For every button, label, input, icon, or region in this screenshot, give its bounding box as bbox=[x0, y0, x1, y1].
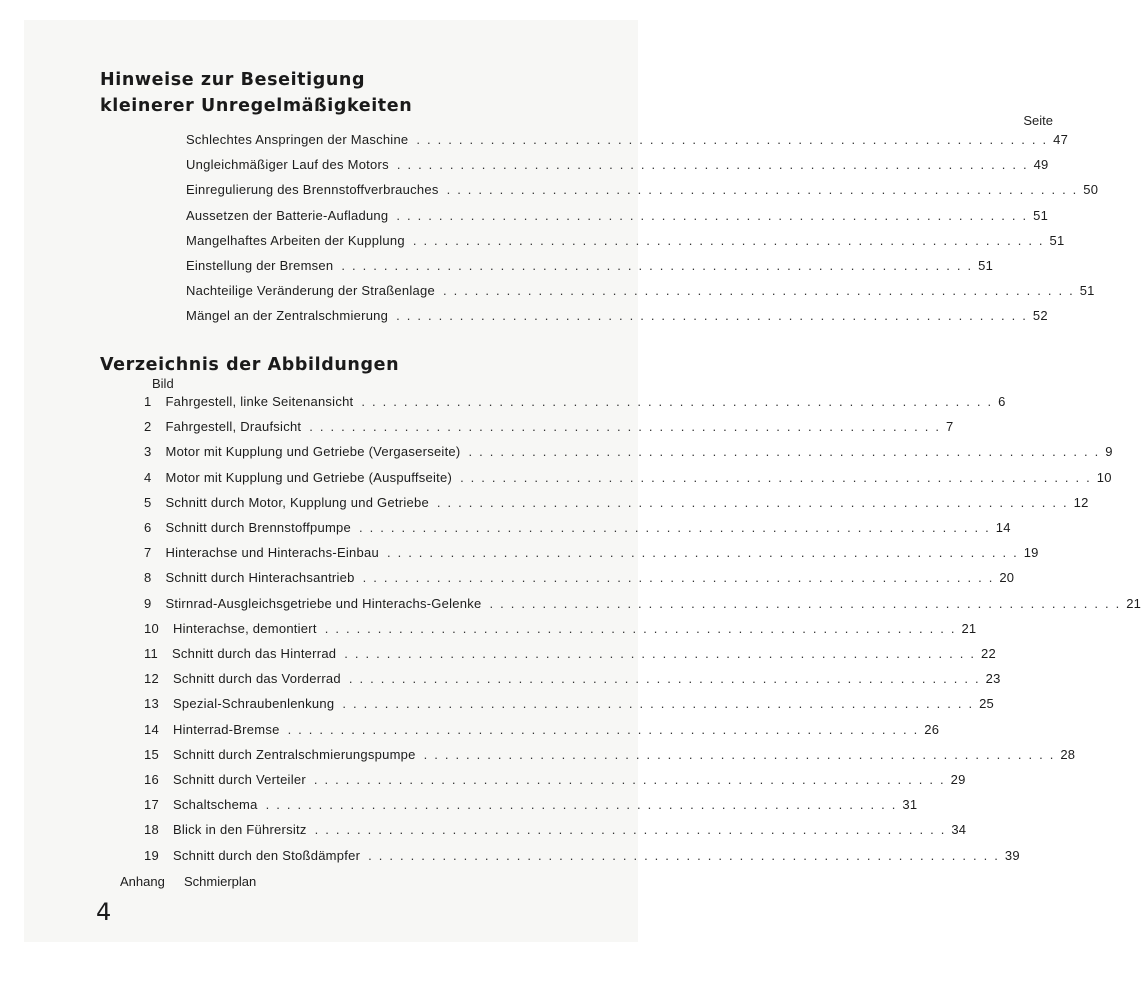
leader-dots: ............................................................ bbox=[442, 283, 1080, 299]
figure-page: 39 bbox=[1004, 847, 1020, 863]
section-title-figures: Verzeichnis der Abbildungen bbox=[100, 355, 400, 375]
leader-dots: ............................................................ bbox=[460, 469, 1097, 485]
leader-dots: ............................................................ bbox=[348, 671, 986, 687]
figure-title: Schnitt durch den Stoßdämpfer bbox=[172, 847, 361, 863]
figure-number: 14 bbox=[144, 721, 159, 737]
figure-row bbox=[144, 721, 940, 742]
leader-dots: ............................................................ bbox=[423, 746, 1061, 762]
toc-row bbox=[186, 258, 994, 278]
toc-title: Einstellung der Bremsen bbox=[186, 258, 334, 273]
toc-page: 47 bbox=[1053, 132, 1069, 147]
appendix-label: Anhang bbox=[120, 874, 165, 889]
figure-page: 29 bbox=[950, 772, 966, 787]
figure-title: Schnitt durch Brennstoffpumpe bbox=[165, 520, 351, 535]
figure-row bbox=[144, 469, 1112, 490]
figure-page: 10 bbox=[1096, 469, 1112, 485]
figure-number: 19 bbox=[144, 847, 159, 863]
toc-row bbox=[186, 207, 1049, 228]
figure-number: 8 bbox=[144, 570, 152, 586]
figure-row bbox=[144, 444, 1113, 464]
figure-number: 12 bbox=[144, 671, 159, 687]
leader-dots: ............................................................ bbox=[396, 157, 1034, 173]
section-title-hints-line1: Hinweise zur Beseitigung bbox=[100, 70, 366, 90]
figure-number: 7 bbox=[144, 545, 152, 561]
figure-number: 15 bbox=[144, 746, 159, 762]
figure-title: Motor mit Kupplung und Getriebe (Vergaserseite) bbox=[165, 444, 461, 460]
toc-page: 51 bbox=[978, 258, 994, 273]
leader-dots: ............................................................ bbox=[468, 444, 1106, 460]
leader-dots: ............................................................ bbox=[396, 207, 1034, 223]
toc-row bbox=[186, 157, 1049, 177]
leader-dots: ............................................................ bbox=[446, 182, 1084, 198]
figure-title: Schnitt durch Zentralschmierungspumpe bbox=[172, 746, 416, 762]
toc-page: 52 bbox=[1032, 308, 1048, 324]
figure-number: 18 bbox=[144, 822, 159, 838]
figure-number: 17 bbox=[144, 797, 159, 813]
figure-page: 19 bbox=[1023, 545, 1039, 561]
toc-page: 51 bbox=[1033, 207, 1049, 223]
figure-title: Schnitt durch Motor, Kupplung und Getriebe bbox=[165, 494, 429, 510]
leader-dots: ............................................................ bbox=[361, 394, 999, 409]
figure-page: 25 bbox=[979, 696, 995, 712]
leader-dots: ............................................................ bbox=[368, 847, 1005, 863]
toc-row bbox=[186, 308, 1048, 328]
leader-dots: ............................................................ bbox=[341, 258, 979, 273]
figure-number: 5 bbox=[144, 494, 152, 510]
toc-title: Schlechtes Anspringen der Maschine bbox=[186, 132, 409, 147]
toc-page: 51 bbox=[1049, 232, 1065, 248]
figure-row bbox=[144, 797, 918, 817]
figure-row bbox=[144, 545, 1039, 565]
toc-row bbox=[186, 232, 1065, 253]
figure-title: Hinterachse und Hinterachs-Einbau bbox=[165, 545, 379, 561]
figure-page: 22 bbox=[981, 646, 996, 661]
figure-title: Schnitt durch das Hinterrad bbox=[172, 646, 337, 661]
figure-page: 7 bbox=[946, 419, 954, 435]
figure-page: 21 bbox=[961, 620, 977, 636]
figure-number: 16 bbox=[144, 772, 159, 787]
figure-title: Schnitt durch Verteiler bbox=[172, 772, 306, 787]
toc-page: 51 bbox=[1079, 283, 1095, 299]
toc-page: 50 bbox=[1083, 182, 1099, 198]
figure-page: 21 bbox=[1126, 595, 1141, 611]
seite-label: Seite bbox=[1023, 113, 1053, 128]
figure-row bbox=[144, 570, 1015, 590]
toc-title: Ungleichmäßiger Lauf des Motors bbox=[186, 157, 389, 173]
figure-title: Hinterrad-Bremse bbox=[172, 721, 280, 737]
figure-title: Stirnrad-Ausgleichsgetriebe und Hinterachs-Gelenke bbox=[165, 595, 482, 611]
leader-dots: ............................................................ bbox=[359, 520, 996, 535]
leader-dots: ............................................................ bbox=[396, 308, 1033, 324]
leader-dots: ............................................................ bbox=[436, 494, 1074, 510]
figure-title: Spezial-Schraubenlenkung bbox=[172, 696, 335, 712]
figure-page: 34 bbox=[951, 822, 967, 838]
leader-dots: ............................................................ bbox=[313, 772, 951, 787]
toc-title: Aussetzen der Batterie-Aufladung bbox=[186, 207, 389, 223]
bild-label: Bild bbox=[152, 376, 174, 391]
toc-page: 49 bbox=[1033, 157, 1049, 173]
figure-row bbox=[144, 394, 1006, 414]
figure-page: 12 bbox=[1073, 494, 1089, 510]
figure-row bbox=[144, 646, 996, 666]
leader-dots: ............................................................ bbox=[265, 797, 903, 813]
figure-page: 14 bbox=[995, 520, 1011, 535]
figure-title: Schnitt durch Hinterachsantrieb bbox=[165, 570, 355, 586]
figure-page: 23 bbox=[985, 671, 1001, 687]
toc-title: Mängel an der Zentralschmierung bbox=[186, 308, 389, 324]
figure-title: Fahrgestell, linke Seitenansicht bbox=[165, 394, 354, 409]
leader-dots: ............................................................ bbox=[412, 232, 1050, 248]
figure-row bbox=[144, 746, 1076, 767]
figure-row bbox=[144, 847, 1020, 868]
figure-number: 10 bbox=[144, 620, 159, 636]
leader-dots: ............................................................ bbox=[386, 545, 1024, 561]
figure-row bbox=[144, 822, 967, 842]
figure-number: 4 bbox=[144, 469, 152, 485]
figure-row bbox=[144, 772, 966, 792]
toc-title: Nachteilige Veränderung der Straßenlage bbox=[186, 283, 435, 299]
figure-number: 6 bbox=[144, 520, 152, 535]
toc-title: Mangelhaftes Arbeiten der Kupplung bbox=[186, 232, 405, 248]
figure-number: 2 bbox=[144, 419, 152, 435]
figure-row bbox=[144, 419, 954, 439]
section-title-hints-line2: kleinerer Unregelmäßigkeiten bbox=[100, 96, 413, 116]
figure-page: 31 bbox=[902, 797, 918, 813]
toc-row bbox=[186, 182, 1099, 202]
page-number: 4 bbox=[96, 898, 112, 926]
figure-number: 11 bbox=[144, 646, 158, 661]
figure-title: Motor mit Kupplung und Getriebe (Auspuffseite) bbox=[165, 469, 453, 485]
figure-row bbox=[144, 620, 977, 641]
figure-title: Schnitt durch das Vorderrad bbox=[172, 671, 341, 687]
figure-row bbox=[144, 696, 995, 716]
leader-dots: ............................................................ bbox=[342, 696, 980, 712]
figure-title: Fahrgestell, Draufsicht bbox=[165, 419, 302, 435]
leader-dots: ............................................................ bbox=[362, 570, 1000, 586]
appendix-title: Schmierplan bbox=[184, 874, 257, 889]
figure-title: Schaltschema bbox=[172, 797, 258, 813]
toc-row bbox=[186, 283, 1095, 303]
figure-page: 28 bbox=[1060, 746, 1076, 762]
figure-number: 1 bbox=[144, 394, 152, 409]
figure-number: 3 bbox=[144, 444, 152, 460]
figure-page: 26 bbox=[924, 721, 940, 737]
leader-dots: ............................................................ bbox=[287, 721, 925, 737]
leader-dots: ............................................................ bbox=[314, 822, 952, 838]
toc-row bbox=[186, 132, 1069, 152]
figure-title: Blick in den Führersitz bbox=[172, 822, 307, 838]
leader-dots: ............................................................ bbox=[309, 419, 947, 435]
leader-dots: ............................................................ bbox=[344, 646, 981, 661]
leader-dots: ............................................................ bbox=[416, 132, 1054, 147]
figure-title: Hinterachse, demontiert bbox=[172, 620, 317, 636]
figure-row bbox=[144, 494, 1089, 515]
figure-row bbox=[144, 595, 1141, 616]
figure-page: 6 bbox=[998, 394, 1006, 409]
figure-row bbox=[144, 520, 1011, 540]
leader-dots: ............................................................ bbox=[324, 620, 962, 636]
figure-number: 9 bbox=[144, 595, 152, 611]
figure-page: 9 bbox=[1105, 444, 1113, 460]
figure-number: 13 bbox=[144, 696, 159, 712]
leader-dots: ............................................................ bbox=[489, 595, 1127, 611]
figure-row bbox=[144, 671, 1001, 691]
figure-page: 20 bbox=[999, 570, 1015, 586]
toc-title: Einregulierung des Brennstoffverbrauches bbox=[186, 182, 439, 198]
